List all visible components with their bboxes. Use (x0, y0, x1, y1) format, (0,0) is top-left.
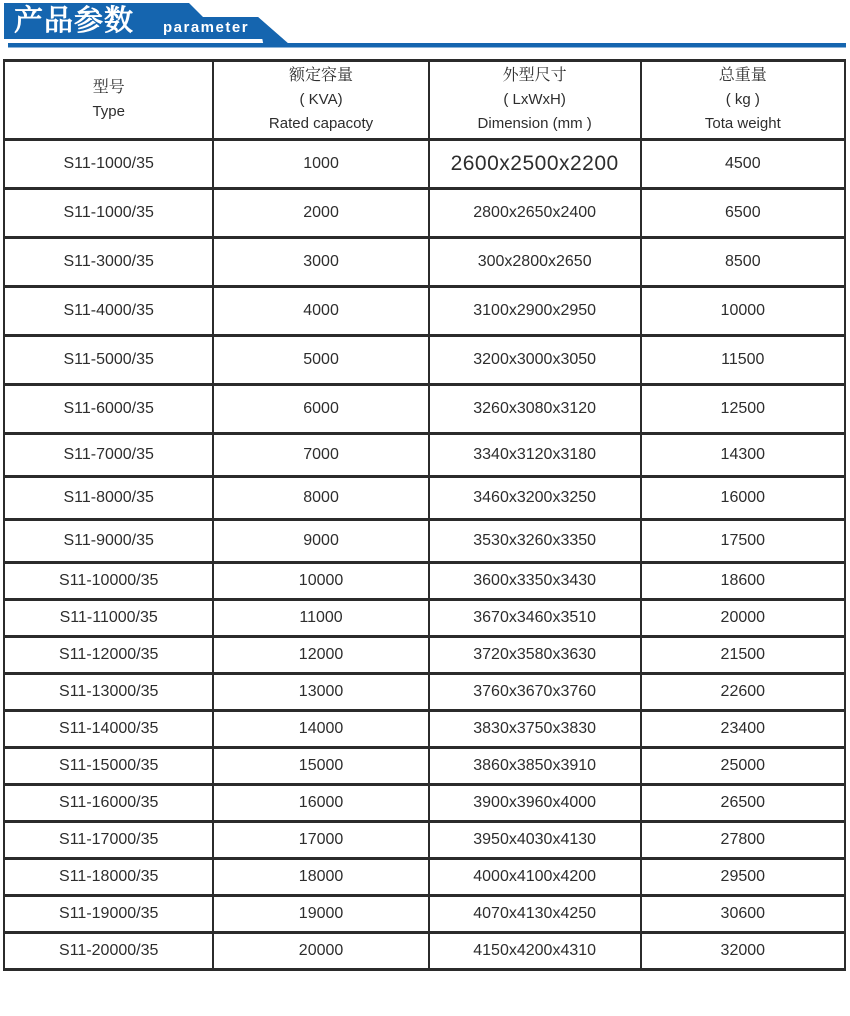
cell-weight: 22600 (641, 674, 845, 711)
cell-dimension: 300x2800x2650 (429, 238, 641, 287)
cell-dimension: 3200x3000x3050 (429, 336, 641, 385)
table-header-row (4, 61, 845, 140)
column-header-type-en: Type (92, 103, 125, 120)
cell-weight: 30600 (641, 896, 845, 933)
cell-weight: 18600 (641, 563, 845, 600)
cell-model: S11-11000/35 (4, 600, 213, 637)
cell-weight: 14300 (641, 434, 845, 477)
table-row (4, 637, 845, 674)
cell-weight: 27800 (641, 822, 845, 859)
column-header-weight-zh: 总重量 (718, 67, 767, 84)
cell-dimension: 4070x4130x4250 (429, 896, 641, 933)
cell-capacity: 10000 (213, 563, 428, 600)
cell-weight: 6500 (641, 189, 845, 238)
table-row (4, 859, 845, 896)
cell-capacity: 3000 (213, 238, 428, 287)
cell-dimension: 3670x3460x3510 (429, 600, 641, 637)
cell-model: S11-20000/35 (4, 933, 213, 970)
cell-model: S11-8000/35 (4, 477, 213, 520)
cell-capacity: 15000 (213, 748, 428, 785)
table-body (4, 140, 845, 970)
cell-dimension: 2600x2500x2200 (429, 140, 641, 189)
cell-model: S11-1000/35 (4, 189, 213, 238)
cell-capacity: 8000 (213, 477, 428, 520)
page-subtitle: parameter (163, 19, 250, 36)
page-title: 产品参数 (14, 5, 135, 37)
cell-weight: 32000 (641, 933, 845, 970)
cell-weight: 10000 (641, 287, 845, 336)
cell-weight: 26500 (641, 785, 845, 822)
cell-capacity: 12000 (213, 637, 428, 674)
cell-model: S11-4000/35 (4, 287, 213, 336)
cell-dimension: 2800x2650x2400 (429, 189, 641, 238)
cell-model: S11-9000/35 (4, 520, 213, 563)
cell-model: S11-1000/35 (4, 140, 213, 189)
table-row (4, 477, 845, 520)
banner-rule-line (8, 43, 846, 48)
cell-weight: 25000 (641, 748, 845, 785)
cell-weight: 29500 (641, 859, 845, 896)
table-row (4, 520, 845, 563)
cell-weight: 11500 (641, 336, 845, 385)
cell-dimension: 4000x4100x4200 (429, 859, 641, 896)
cell-dimension: 3600x3350x3430 (429, 563, 641, 600)
cell-weight: 17500 (641, 520, 845, 563)
table-row (4, 896, 845, 933)
cell-model: S11-18000/35 (4, 859, 213, 896)
cell-weight: 20000 (641, 600, 845, 637)
table-row (4, 140, 845, 189)
cell-dimension: 3260x3080x3120 (429, 385, 641, 434)
cell-dimension: 3950x4030x4130 (429, 822, 641, 859)
column-header-dimension (429, 61, 641, 140)
table-row (4, 822, 845, 859)
section-banner (0, 0, 850, 50)
cell-dimension: 3900x3960x4000 (429, 785, 641, 822)
cell-dimension: 3530x3260x3350 (429, 520, 641, 563)
cell-capacity: 5000 (213, 336, 428, 385)
table-row (4, 189, 845, 238)
cell-model: S11-19000/35 (4, 896, 213, 933)
cell-model: S11-16000/35 (4, 785, 213, 822)
column-header-weight-unit: ( kg ) (725, 91, 760, 108)
cell-weight: 4500 (641, 140, 845, 189)
table-row (4, 600, 845, 637)
column-header-weight (641, 61, 845, 140)
cell-capacity: 16000 (213, 785, 428, 822)
cell-model: S11-10000/35 (4, 563, 213, 600)
cell-model: S11-12000/35 (4, 637, 213, 674)
table-row (4, 711, 845, 748)
cell-model: S11-7000/35 (4, 434, 213, 477)
cell-capacity: 20000 (213, 933, 428, 970)
cell-capacity: 14000 (213, 711, 428, 748)
cell-model: S11-3000/35 (4, 238, 213, 287)
column-header-capacity-unit: ( KVA) (299, 91, 343, 108)
column-header-capacity (213, 61, 428, 140)
column-header-dimension-en: Dimension (mm ) (477, 115, 592, 132)
column-header-type (4, 61, 213, 140)
cell-capacity: 4000 (213, 287, 428, 336)
table-row (4, 336, 845, 385)
cell-dimension: 3860x3850x3910 (429, 748, 641, 785)
cell-weight: 21500 (641, 637, 845, 674)
cell-dimension: 3460x3200x3250 (429, 477, 641, 520)
table-row (4, 238, 845, 287)
cell-model: S11-13000/35 (4, 674, 213, 711)
cell-dimension: 3720x3580x3630 (429, 637, 641, 674)
cell-dimension: 3830x3750x3830 (429, 711, 641, 748)
cell-model: S11-14000/35 (4, 711, 213, 748)
table-row (4, 785, 845, 822)
cell-capacity: 2000 (213, 189, 428, 238)
parameters-table (3, 59, 846, 971)
cell-dimension: 3340x3120x3180 (429, 434, 641, 477)
table-row (4, 287, 845, 336)
cell-capacity: 11000 (213, 600, 428, 637)
column-header-capacity-en: Rated capacoty (268, 115, 374, 132)
table-row (4, 563, 845, 600)
column-header-dimension-zh: 外型尺寸 (502, 67, 567, 84)
table-row (4, 434, 845, 477)
column-header-type-zh: 型号 (92, 79, 125, 96)
cell-dimension: 3760x3670x3760 (429, 674, 641, 711)
cell-capacity: 9000 (213, 520, 428, 563)
cell-capacity: 1000 (213, 140, 428, 189)
column-header-dimension-unit: ( LxWxH) (503, 91, 566, 108)
cell-capacity: 19000 (213, 896, 428, 933)
cell-dimension: 4150x4200x4310 (429, 933, 641, 970)
cell-capacity: 7000 (213, 434, 428, 477)
cell-weight: 8500 (641, 238, 845, 287)
cell-capacity: 18000 (213, 859, 428, 896)
cell-weight: 23400 (641, 711, 845, 748)
column-header-capacity-zh: 额定容量 (289, 67, 354, 84)
table-row (4, 933, 845, 970)
cell-model: S11-17000/35 (4, 822, 213, 859)
table-row (4, 385, 845, 434)
cell-capacity: 17000 (213, 822, 428, 859)
cell-model: S11-5000/35 (4, 336, 213, 385)
table-row (4, 674, 845, 711)
cell-model: S11-15000/35 (4, 748, 213, 785)
cell-dimension: 3100x2900x2950 (429, 287, 641, 336)
table-row (4, 748, 845, 785)
cell-weight: 12500 (641, 385, 845, 434)
cell-weight: 16000 (641, 477, 845, 520)
column-header-weight-en: Tota weight (704, 115, 781, 132)
cell-capacity: 13000 (213, 674, 428, 711)
cell-capacity: 6000 (213, 385, 428, 434)
cell-model: S11-6000/35 (4, 385, 213, 434)
